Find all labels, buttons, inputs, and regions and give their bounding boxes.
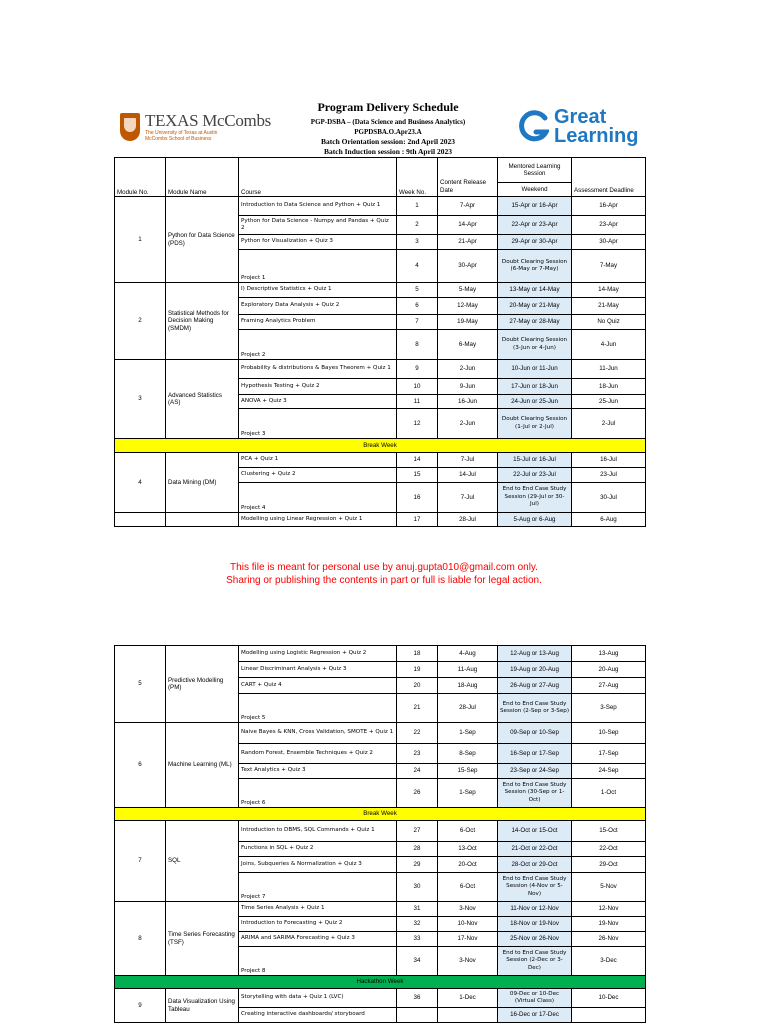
week-cell: 18 [397,646,438,662]
notice-line-1: This file is meant for personal use by anuj.gupta010@gmail.com only. [230,562,538,573]
header-module-no: Module No. [115,158,166,197]
module-name: Python for Data Science (PDS) [166,197,239,283]
course-cell: Linear Discriminant Analysis + Quiz 3 [239,662,397,678]
table-row [115,821,646,842]
module-name: SQL [166,821,239,902]
module-no: 6 [115,723,166,808]
week-cell: 2 [397,216,438,235]
course-cell: Random Forest, Ensemble Techniques + Quiz 2 [239,744,397,764]
table-row [115,453,646,468]
ut-logo-sub1: The University of Texas at Austin [145,130,218,136]
week-cell: 27 [397,821,438,842]
deadline-cell: No Quiz [572,315,646,330]
release-cell: 6-Oct [438,821,498,842]
header-mentored-label: Mentored Learning Session [498,158,571,183]
deadline-cell: 24-Sep [572,764,646,779]
course-cell: Python for Visualization + Quiz 3 [239,235,397,250]
release-cell: 15-Sep [438,764,498,779]
course-cell: Functions in SQL + Quiz 2 [239,842,397,857]
session-cell: 22-Apr or 23-Apr [498,216,572,235]
release-cell: 8-Sep [438,744,498,764]
module-no: 1 [115,197,166,283]
deadline-cell: 3-Dec [572,947,646,976]
course-cell: PCA + Quiz 1 [239,453,397,468]
header-course: Course [239,158,397,197]
release-cell: 1-Sep [438,723,498,744]
header-mentored-session [498,158,572,197]
module-name: Predictive Modelling (PM) [166,646,239,723]
deadline-cell: 12-Nov [572,902,646,917]
release-cell: 7-Apr [438,197,498,216]
orientation-session: Batch Orientation session: 2nd April 2023 [321,137,455,146]
session-cell: 16-Sep or 17-Sep [498,744,572,764]
great-learning-logo [519,108,638,146]
module-name: Machine Learning (ML) [166,723,239,808]
deadline-cell [572,1008,646,1023]
release-cell: 30-Apr [438,250,498,283]
release-cell: 4-Aug [438,646,498,662]
deadline-cell: 18-Jun [572,379,646,395]
table-row [115,360,646,379]
week-cell: 3 [397,235,438,250]
ut-logo-sub2: McCombs School of Business [145,136,212,142]
course-cell: Project 2 [239,330,397,360]
module-no: 3 [115,360,166,439]
week-cell: 36 [397,989,438,1008]
deadline-cell: 4-Jun [572,330,646,360]
session-cell: 24-Jun or 25-Jun [498,395,572,409]
release-cell: 6-Oct [438,873,498,902]
header-content-release: Content Release Date [438,158,498,197]
great-learning-g-icon [519,110,549,144]
release-cell: 2-Jun [438,409,498,439]
gl-logo-line1: Great [554,106,607,128]
table-row [115,197,646,216]
session-cell: 09-Dec or 10-Dec (Virtual Class) [498,989,572,1008]
deadline-cell: 29-Oct [572,857,646,873]
course-cell: Modelling using Linear Regression + Quiz 1 [239,513,397,527]
program-name: PGP-DSBA – (Data Science and Business Analytics) [310,118,466,126]
session-cell: 29-Apr or 30-Apr [498,235,572,250]
course-cell: Exploratory Data Analysis + Quiz 2 [239,298,397,315]
document-header [268,100,508,157]
session-cell: 10-Jun or 11-Jun [498,360,572,379]
break-week-label: Break Week [115,808,646,821]
course-cell: Probability & distributions & Bayes Theorem + Quiz 1 [239,360,397,379]
course-cell: Creating interactive dashboards/ storyboard [239,1008,397,1023]
course-cell: Introduction to Data Science and Python + Quiz 1 [239,197,397,216]
session-cell: 12-Aug or 13-Aug [498,646,572,662]
session-cell: 14-Oct or 15-Oct [498,821,572,842]
week-cell: 19 [397,662,438,678]
session-cell: End to End Case Study Session (29-Jul or 30-Jul) [498,483,572,513]
session-cell: 23-Sep or 24-Sep [498,764,572,779]
week-cell: 20 [397,678,438,694]
course-cell: Project 1 [239,250,397,283]
module-no: 2 [115,283,166,360]
deadline-cell: 11-Jun [572,360,646,379]
week-cell: 1 [397,197,438,216]
session-cell: 27-May or 28-May [498,315,572,330]
course-cell: I) Descriptive Statistics + Quiz 1 [239,283,397,298]
session-cell: 15-Jul or 16-Jul [498,453,572,468]
module-name: Data Visualization Using Tableau [166,989,239,1023]
release-cell: 1-Sep [438,779,498,808]
induction-session: Batch Induction session : 9th April 2023 [324,147,452,156]
course-cell: Introduction to DBMS, SQL Commands + Quiz 1 [239,821,397,842]
release-cell [438,1008,498,1023]
break-week-row [115,439,646,453]
deadline-cell: 14-May [572,283,646,298]
deadline-cell: 1-Oct [572,779,646,808]
course-cell: Project 5 [239,694,397,723]
hackathon-week-row [115,976,646,989]
session-cell: 17-Jun or 18-Jun [498,379,572,395]
deadline-cell: 16-Jul [572,453,646,468]
program-code: PGPDSBA.O.Apr23.A [354,128,422,136]
table-row [115,646,646,662]
header-assessment: Assessment Deadline [572,158,646,197]
week-cell: 16 [397,483,438,513]
course-cell: Project 3 [239,409,397,439]
course-cell: Project 7 [239,873,397,902]
session-cell: Doubt Clearing Session (1-Jul or 2-Jul) [498,409,572,439]
module-no: 9 [115,989,166,1023]
week-cell: 29 [397,857,438,873]
session-cell: End to End Case Study Session (30-Sep or 1-Oct) [498,779,572,808]
week-cell: 7 [397,315,438,330]
session-cell: 13-May or 14-May [498,283,572,298]
session-cell: 11-Nov or 12-Nov [498,902,572,917]
ut-shield-icon [120,113,140,141]
deadline-cell: 26-Nov [572,932,646,947]
ut-logo-main: TEXAS McCombs [145,111,271,130]
deadline-cell: 7-May [572,250,646,283]
session-cell: End to End Case Study Session (2-Sep or 3-Sep) [498,694,572,723]
deadline-cell: 16-Apr [572,197,646,216]
release-cell: 5-May [438,283,498,298]
deadline-cell: 19-Nov [572,917,646,932]
deadline-cell: 23-Apr [572,216,646,235]
release-cell: 3-Nov [438,902,498,917]
week-cell: 34 [397,947,438,976]
deadline-cell: 20-Aug [572,662,646,678]
usage-notice [0,561,768,587]
header-module-name: Module Name [166,158,239,197]
release-cell: 7-Jul [438,453,498,468]
release-cell: 10-Nov [438,917,498,932]
week-cell: 15 [397,468,438,483]
course-cell: Python for Data Science - Numpy and Pandas + Quiz 2 [239,216,397,235]
notice-line-2: Sharing or publishing the contents in part or full is liable for legal action. [226,575,542,586]
week-cell: 9 [397,360,438,379]
course-cell: ANOVA + Quiz 3 [239,395,397,409]
session-cell: 25-Nov or 26-Nov [498,932,572,947]
course-cell: Storytelling with data + Quiz 1 (LVC) [239,989,397,1008]
course-cell: ARIMA and SARIMA Forecasting + Quiz 3 [239,932,397,947]
week-cell: 5 [397,283,438,298]
schedule-table-part-2 [114,645,646,1023]
release-cell: 9-Jun [438,379,498,395]
course-cell: Project 8 [239,947,397,976]
course-cell: CART + Quiz 4 [239,678,397,694]
session-cell: 28-Oct or 29-Oct [498,857,572,873]
table-row [115,283,646,298]
release-cell: 19-May [438,315,498,330]
course-cell: Text Analytics + Quiz 3 [239,764,397,779]
week-cell: 10 [397,379,438,395]
deadline-cell: 17-Sep [572,744,646,764]
deadline-cell: 3-Sep [572,694,646,723]
release-cell: 28-Jul [438,694,498,723]
course-cell: Modelling using Logistic Regression + Quiz 2 [239,646,397,662]
page-title: Program Delivery Schedule [317,100,459,114]
session-cell: 18-Nov or 19-Nov [498,917,572,932]
week-cell: 21 [397,694,438,723]
deadline-cell: 5-Nov [572,873,646,902]
week-cell: 30 [397,873,438,902]
release-cell: 3-Nov [438,947,498,976]
week-cell: 14 [397,453,438,468]
week-cell: 32 [397,917,438,932]
course-cell: Framing Analytics Problem [239,315,397,330]
session-cell: 16-Dec or 17-Dec [498,1008,572,1023]
deadline-cell: 6-Aug [572,513,646,527]
deadline-cell: 30-Apr [572,235,646,250]
table-header-row [115,158,646,197]
deadline-cell: 15-Oct [572,821,646,842]
texas-mccombs-logo [120,108,275,146]
course-cell: Clustering + Quiz 2 [239,468,397,483]
release-cell: 18-Aug [438,678,498,694]
header-week: Week No. [397,158,438,197]
module-no: 4 [115,453,166,513]
course-cell: Hypothesis Testing + Quiz 2 [239,379,397,395]
break-week-label: Break Week [115,439,646,453]
session-cell: 5-Aug or 6-Aug [498,513,572,527]
table-row [115,902,646,917]
deadline-cell: 22-Oct [572,842,646,857]
week-cell: 24 [397,764,438,779]
deadline-cell: 10-Dec [572,989,646,1008]
release-cell: 14-Jul [438,468,498,483]
release-cell: 28-Jul [438,513,498,527]
course-cell: Time Series Analysis + Quiz 1 [239,902,397,917]
week-cell: 4 [397,250,438,283]
course-cell: Project 4 [239,483,397,513]
deadline-cell: 25-Jun [572,395,646,409]
session-cell: 20-May or 21-May [498,298,572,315]
release-cell: 21-Apr [438,235,498,250]
week-cell: 6 [397,298,438,315]
release-cell: 6-May [438,330,498,360]
table-row [115,723,646,744]
deadline-cell: 23-Jul [572,468,646,483]
deadline-cell: 30-Jul [572,483,646,513]
release-cell: 12-May [438,298,498,315]
week-cell: 26 [397,779,438,808]
release-cell: 13-Oct [438,842,498,857]
module-no: 5 [115,646,166,723]
deadline-cell: 21-May [572,298,646,315]
module-name: Statistical Methods for Decision Making (SMDM) [166,283,239,360]
course-cell: Introduction to Forecasting + Quiz 2 [239,917,397,932]
session-cell: Doubt Clearing Session (6-May or 7-May) [498,250,572,283]
session-cell: Doubt Clearing Session (3-Jun or 4-Jun) [498,330,572,360]
week-cell: 23 [397,744,438,764]
release-cell: 20-Oct [438,857,498,873]
release-cell: 11-Aug [438,662,498,678]
week-cell: 22 [397,723,438,744]
release-cell: 17-Nov [438,932,498,947]
course-cell: Project 6 [239,779,397,808]
week-cell [397,1008,438,1023]
week-cell: 8 [397,330,438,360]
table-row [115,989,646,1008]
deadline-cell: 27-Aug [572,678,646,694]
break-week-row [115,808,646,821]
header-weekend: Weekend [521,186,548,193]
deadline-cell: 10-Sep [572,723,646,744]
week-cell: 31 [397,902,438,917]
session-cell: 15-Apr or 16-Apr [498,197,572,216]
module-name: Advanced Statistics (AS) [166,360,239,439]
gl-logo-line2: Learning [554,125,639,147]
session-cell: End to End Case Study Session (2-Dec or 3-Dec) [498,947,572,976]
week-cell: 11 [397,395,438,409]
session-cell: 19-Aug or 20-Aug [498,662,572,678]
deadline-cell: 13-Aug [572,646,646,662]
module-name: Time Series Forecasting (TSF) [166,902,239,976]
hackathon-week-label: Hackathon Week [115,976,646,989]
release-cell: 1-Dec [438,989,498,1008]
release-cell: 7-Jul [438,483,498,513]
table-row [115,513,646,527]
course-cell: Joins, Subqueries & Normalization + Quiz 3 [239,857,397,873]
week-cell: 33 [397,932,438,947]
course-cell: Naive Bayes & KNN, Cross Validation, SMOTE + Quiz 1 [239,723,397,744]
deadline-cell: 2-Jul [572,409,646,439]
release-cell: 2-Jun [438,360,498,379]
session-cell: 26-Aug or 27-Aug [498,678,572,694]
week-cell: 17 [397,513,438,527]
week-cell: 28 [397,842,438,857]
release-cell: 16-Jun [438,395,498,409]
release-cell: 14-Apr [438,216,498,235]
module-no: 7 [115,821,166,902]
session-cell: 21-Oct or 22-Oct [498,842,572,857]
module-no: 8 [115,902,166,976]
schedule-table-part-1 [114,157,646,527]
session-cell: End to End Case Study Session (4-Nov or 5-Nov) [498,873,572,902]
session-cell: 22-Jul or 23-Jul [498,468,572,483]
session-cell: 09-Sep or 10-Sep [498,723,572,744]
week-cell: 12 [397,409,438,439]
module-name: Data Mining (DM) [166,453,239,513]
